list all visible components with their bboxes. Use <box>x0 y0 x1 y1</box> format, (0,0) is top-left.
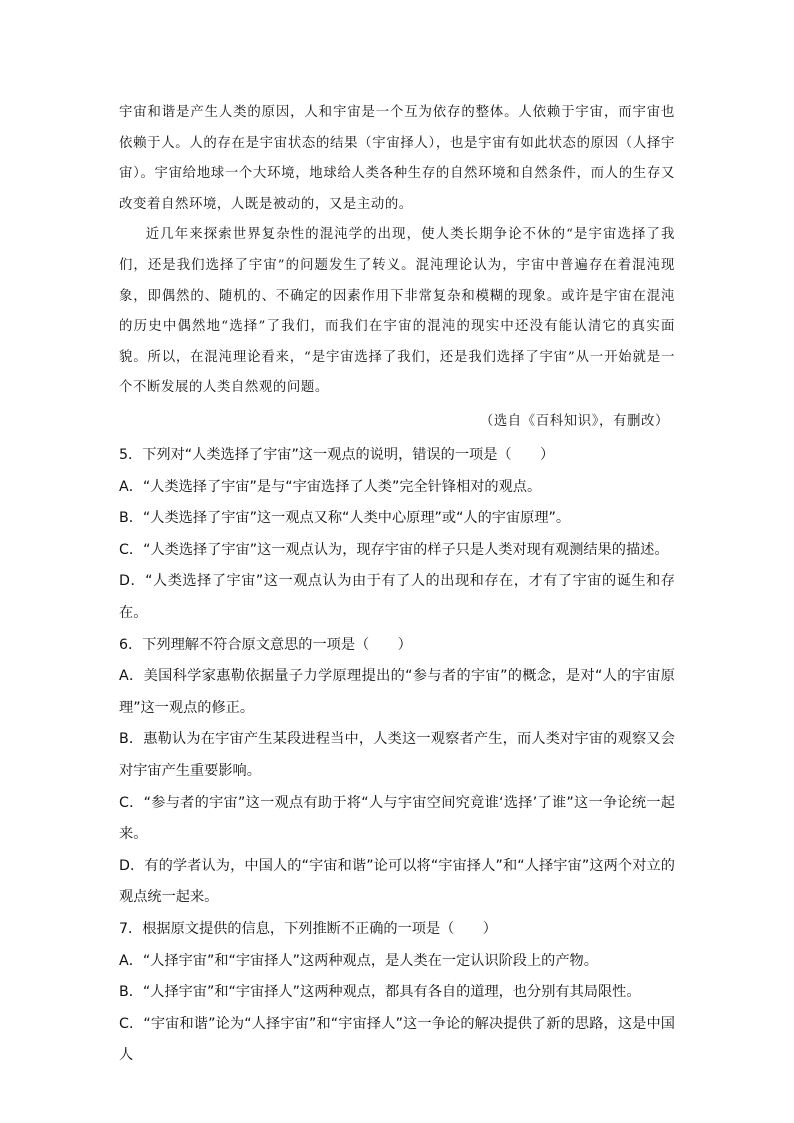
question-5-option-c: C．“人类选择了宇宙”这一观点认为，现存宇宙的样子只是人类对现有观测结果的描述。 <box>119 541 669 558</box>
question-7-stem: 7．根据原文提供的信息，下列推断不正确的一项是（ ） <box>119 920 497 937</box>
reading-passage <box>119 98 675 404</box>
passage-paragraph-1: 宇宙和谐是产生人类的原因，人和宇宙是一个互为依存的整体。人依赖于宇宙，而宇宙也依赖于人。人的存在是宇宙状态的结果（宇宙择人），也是宇宙有如此状态的原因（人择宇宙）。宇宙给地球一个大环境，地球给人类各种生存的自然环境和自然条件，而人的生存又改变着自然环境，人既是被动的，又是主动的。 <box>119 105 675 212</box>
question-7-option-c: C．“宇宙和谐”论为“人择宇宙”和“宇宙择人”这一争论的解决提供了新的思路，这是中国人 <box>119 1015 675 1064</box>
question-6-stem: 6．下列理解不符合原文意思的一项是（ ） <box>119 636 412 653</box>
question-7-option-b: B．“人择宇宙”和“宇宙择人”这两种观点，都具有各自的道理，也分别有其局限性。 <box>119 984 641 1001</box>
question-6-option-c: C．“参与者的宇宙”这一观点有助于将“人与宇宙空间究竟谁‘选择’了谁”这一争论统一起来。 <box>119 794 675 843</box>
question-list <box>119 440 675 1072</box>
question-6-option-a: A．美国科学家惠勒依据量子力学原理提出的“参与者的宇宙”的概念，是对“人的宇宙原理”这一观点的修正。 <box>119 668 675 716</box>
question-6-option-b: B．惠勒认为在宇宙产生某段进程当中，人类这一观察者产生，而人类对宇宙的观察又会对宇宙产生重要影响。 <box>119 731 675 779</box>
question-7-option-a: A．“人择宇宙”和“宇宙择人”这两种观点，是人类在一定认识阶段上的产物。 <box>119 952 598 969</box>
question-5-stem: 5．下列对“人类选择了宇宙”这一观点的说明，错误的一项是（ ） <box>119 447 555 463</box>
question-5-option-b: B．“人类选择了宇宙”这一观点又称“人类中心原理”或“人的宇宙原理”。 <box>119 510 571 527</box>
passage-source: （选自《百科知识》，有删改） <box>479 414 669 429</box>
question-6-option-d: D．有的学者认为，中国人的“宇宙和谐”论可以将“宇宙择人”和“人择宇宙”这两个对立的观点统一起来。 <box>119 857 675 906</box>
question-5-option-a: A．“人类选择了宇宙”是与“宇宙选择了人类”完全针锋相对的观点。 <box>119 478 542 495</box>
passage-paragraph-2: 近几年来探索世界复杂性的混沌学的出现，使人类长期争论不休的“是宇宙选择了我们，还是我们选择了宇宙”的问题发生了转义。混沌理论认为，宇宙中普遍存在着混沌现象，即偶然的、随机的、不确定的因素作用下非常复杂和模糊的现象。或许是宇宙在混沌的历史中偶然地“选择”了我们，而我们在宇宙的混沌的现实中还没有能认清它的真实面貌。所以，在混沌理论看来，“是宇宙选择了我们，还是我们选择了宇宙”从一开始就是一个不断发展的人类自然观的问题。 <box>119 227 675 396</box>
question-5-option-d: D．“人类选择了宇宙”这一观点认为由于有了人的出现和存在，才有了宇宙的诞生和存在。 <box>119 573 675 621</box>
